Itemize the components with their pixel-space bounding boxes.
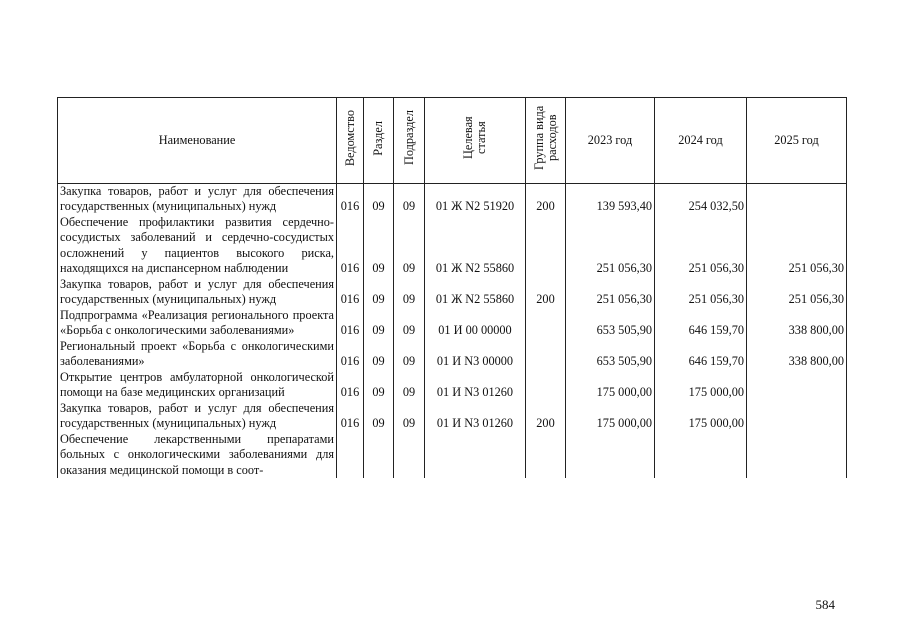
cell-y2024: 175 000,00: [655, 370, 747, 401]
header-row: [58, 98, 847, 184]
cell-group: 200: [526, 183, 566, 215]
cell-y2025: 338 800,00: [747, 339, 847, 370]
header-2024: 2024 год: [655, 98, 747, 184]
cell-subsection: 09: [394, 183, 425, 215]
cell-section: 09: [364, 370, 394, 401]
cell-section: 09: [364, 401, 394, 432]
cell-y2024: 251 056,30: [655, 277, 747, 308]
table-row: [58, 339, 847, 370]
budget-table: [57, 97, 847, 478]
cell-target: 01 Ж N2 55860: [425, 215, 526, 277]
header-2023: 2023 год: [566, 98, 655, 184]
table-row: [58, 432, 847, 479]
cell-y2025: [747, 401, 847, 432]
cell-section: 09: [364, 215, 394, 277]
cell-group: [526, 308, 566, 339]
cell-y2025: 338 800,00: [747, 308, 847, 339]
header-name: Наименование: [58, 98, 337, 184]
cell-y2023: 653 505,90: [566, 308, 655, 339]
cell-target: 01 И N3 01260: [425, 370, 526, 401]
cell-name: Открытие центров амбулаторной онкологической помощи на базе медицинских организаций: [58, 370, 337, 401]
cell-y2024: 175 000,00: [655, 401, 747, 432]
cell-name: Закупка товаров, работ и услуг для обеспечения государственных (муниципальных) нужд: [58, 277, 337, 308]
cell-dept: 016: [337, 183, 364, 215]
header-section: Раздел: [364, 98, 394, 184]
header-group: Группа вида расходов: [526, 98, 566, 184]
table-row: [58, 370, 847, 401]
cell-name: Региональный проект «Борьба с онкологическими заболеваниями»: [58, 339, 337, 370]
cell-y2025: 251 056,30: [747, 215, 847, 277]
cell-section: 09: [364, 339, 394, 370]
cell-group: [526, 215, 566, 277]
cell-target: 01 И N3 01260: [425, 401, 526, 432]
cell-subsection: 09: [394, 401, 425, 432]
page-crop: [57, 581, 846, 589]
cell-name: Обеспечение профилактики развития сердечно-сосудистых заболеваний и сердечно-сосудистых осложнений у пациентов высокого риска, находящихся на диспансерном наблюдении: [58, 215, 337, 277]
table-row: [58, 215, 847, 277]
cell-dept: 016: [337, 370, 364, 401]
cell-subsection: 09: [394, 339, 425, 370]
cell-dept: 016: [337, 277, 364, 308]
cell-target: 01 И 00 00000: [425, 308, 526, 339]
cell-subsection: 09: [394, 370, 425, 401]
cell-y2024: 646 159,70: [655, 308, 747, 339]
cell-group: [526, 370, 566, 401]
table-row: [58, 183, 847, 215]
cell-group: 200: [526, 401, 566, 432]
cell-y2025: [747, 183, 847, 215]
table-body: [58, 183, 847, 478]
header-2025: 2025 год: [747, 98, 847, 184]
cell-y2025: [747, 370, 847, 401]
cell-y2023: 653 505,90: [566, 339, 655, 370]
cell-dept: 016: [337, 401, 364, 432]
cell-section: 09: [364, 277, 394, 308]
cell-y2023: 139 593,40: [566, 183, 655, 215]
cell-name: Подпрограмма «Реализация регионального проекта «Борьба с онкологическими заболеваниями»: [58, 308, 337, 339]
header-target: Целевая статья: [425, 98, 526, 184]
cell-y2023: 251 056,30: [566, 215, 655, 277]
cell-name: Закупка товаров, работ и услуг для обеспечения государственных (муниципальных) нужд: [58, 401, 337, 432]
header-dept: Ведомство: [337, 98, 364, 184]
cell-y2025: [747, 432, 847, 479]
cell-y2024: [655, 432, 747, 479]
cell-subsection: 09: [394, 215, 425, 277]
cell-target: 01 Ж N2 51920: [425, 183, 526, 215]
cell-group: [526, 339, 566, 370]
cell-subsection: 09: [394, 277, 425, 308]
cell-y2023: 175 000,00: [566, 370, 655, 401]
page-number: 584: [815, 597, 835, 612]
table-row: [58, 308, 847, 339]
cell-dept: 016: [337, 339, 364, 370]
cell-subsection: 09: [394, 308, 425, 339]
cell-section: [364, 432, 394, 479]
cell-y2023: [566, 432, 655, 479]
cell-dept: [337, 432, 364, 479]
cell-name: Обеспечение лекарственными препаратами больных с онкологическими заболеваниями для оказания медицинской помощи в соот-: [58, 432, 337, 479]
header-subsection: Подраздел: [394, 98, 425, 184]
cell-name: Закупка товаров, работ и услуг для обеспечения государственных (муниципальных) нужд: [58, 183, 337, 215]
cell-target: 01 И N3 00000: [425, 339, 526, 370]
cell-y2024: 646 159,70: [655, 339, 747, 370]
cell-section: 09: [364, 183, 394, 215]
cell-y2023: 175 000,00: [566, 401, 655, 432]
cell-subsection: [394, 432, 425, 479]
cell-y2024: 251 056,30: [655, 215, 747, 277]
cell-target: 01 Ж N2 55860: [425, 277, 526, 308]
cell-y2023: 251 056,30: [566, 277, 655, 308]
cell-group: 200: [526, 277, 566, 308]
table-row: [58, 401, 847, 432]
cell-target: [425, 432, 526, 479]
cell-y2024: 254 032,50: [655, 183, 747, 215]
cell-section: 09: [364, 308, 394, 339]
cell-y2025: 251 056,30: [747, 277, 847, 308]
table-row: [58, 277, 847, 308]
cell-group: [526, 432, 566, 479]
cell-dept: 016: [337, 308, 364, 339]
cell-dept: 016: [337, 215, 364, 277]
